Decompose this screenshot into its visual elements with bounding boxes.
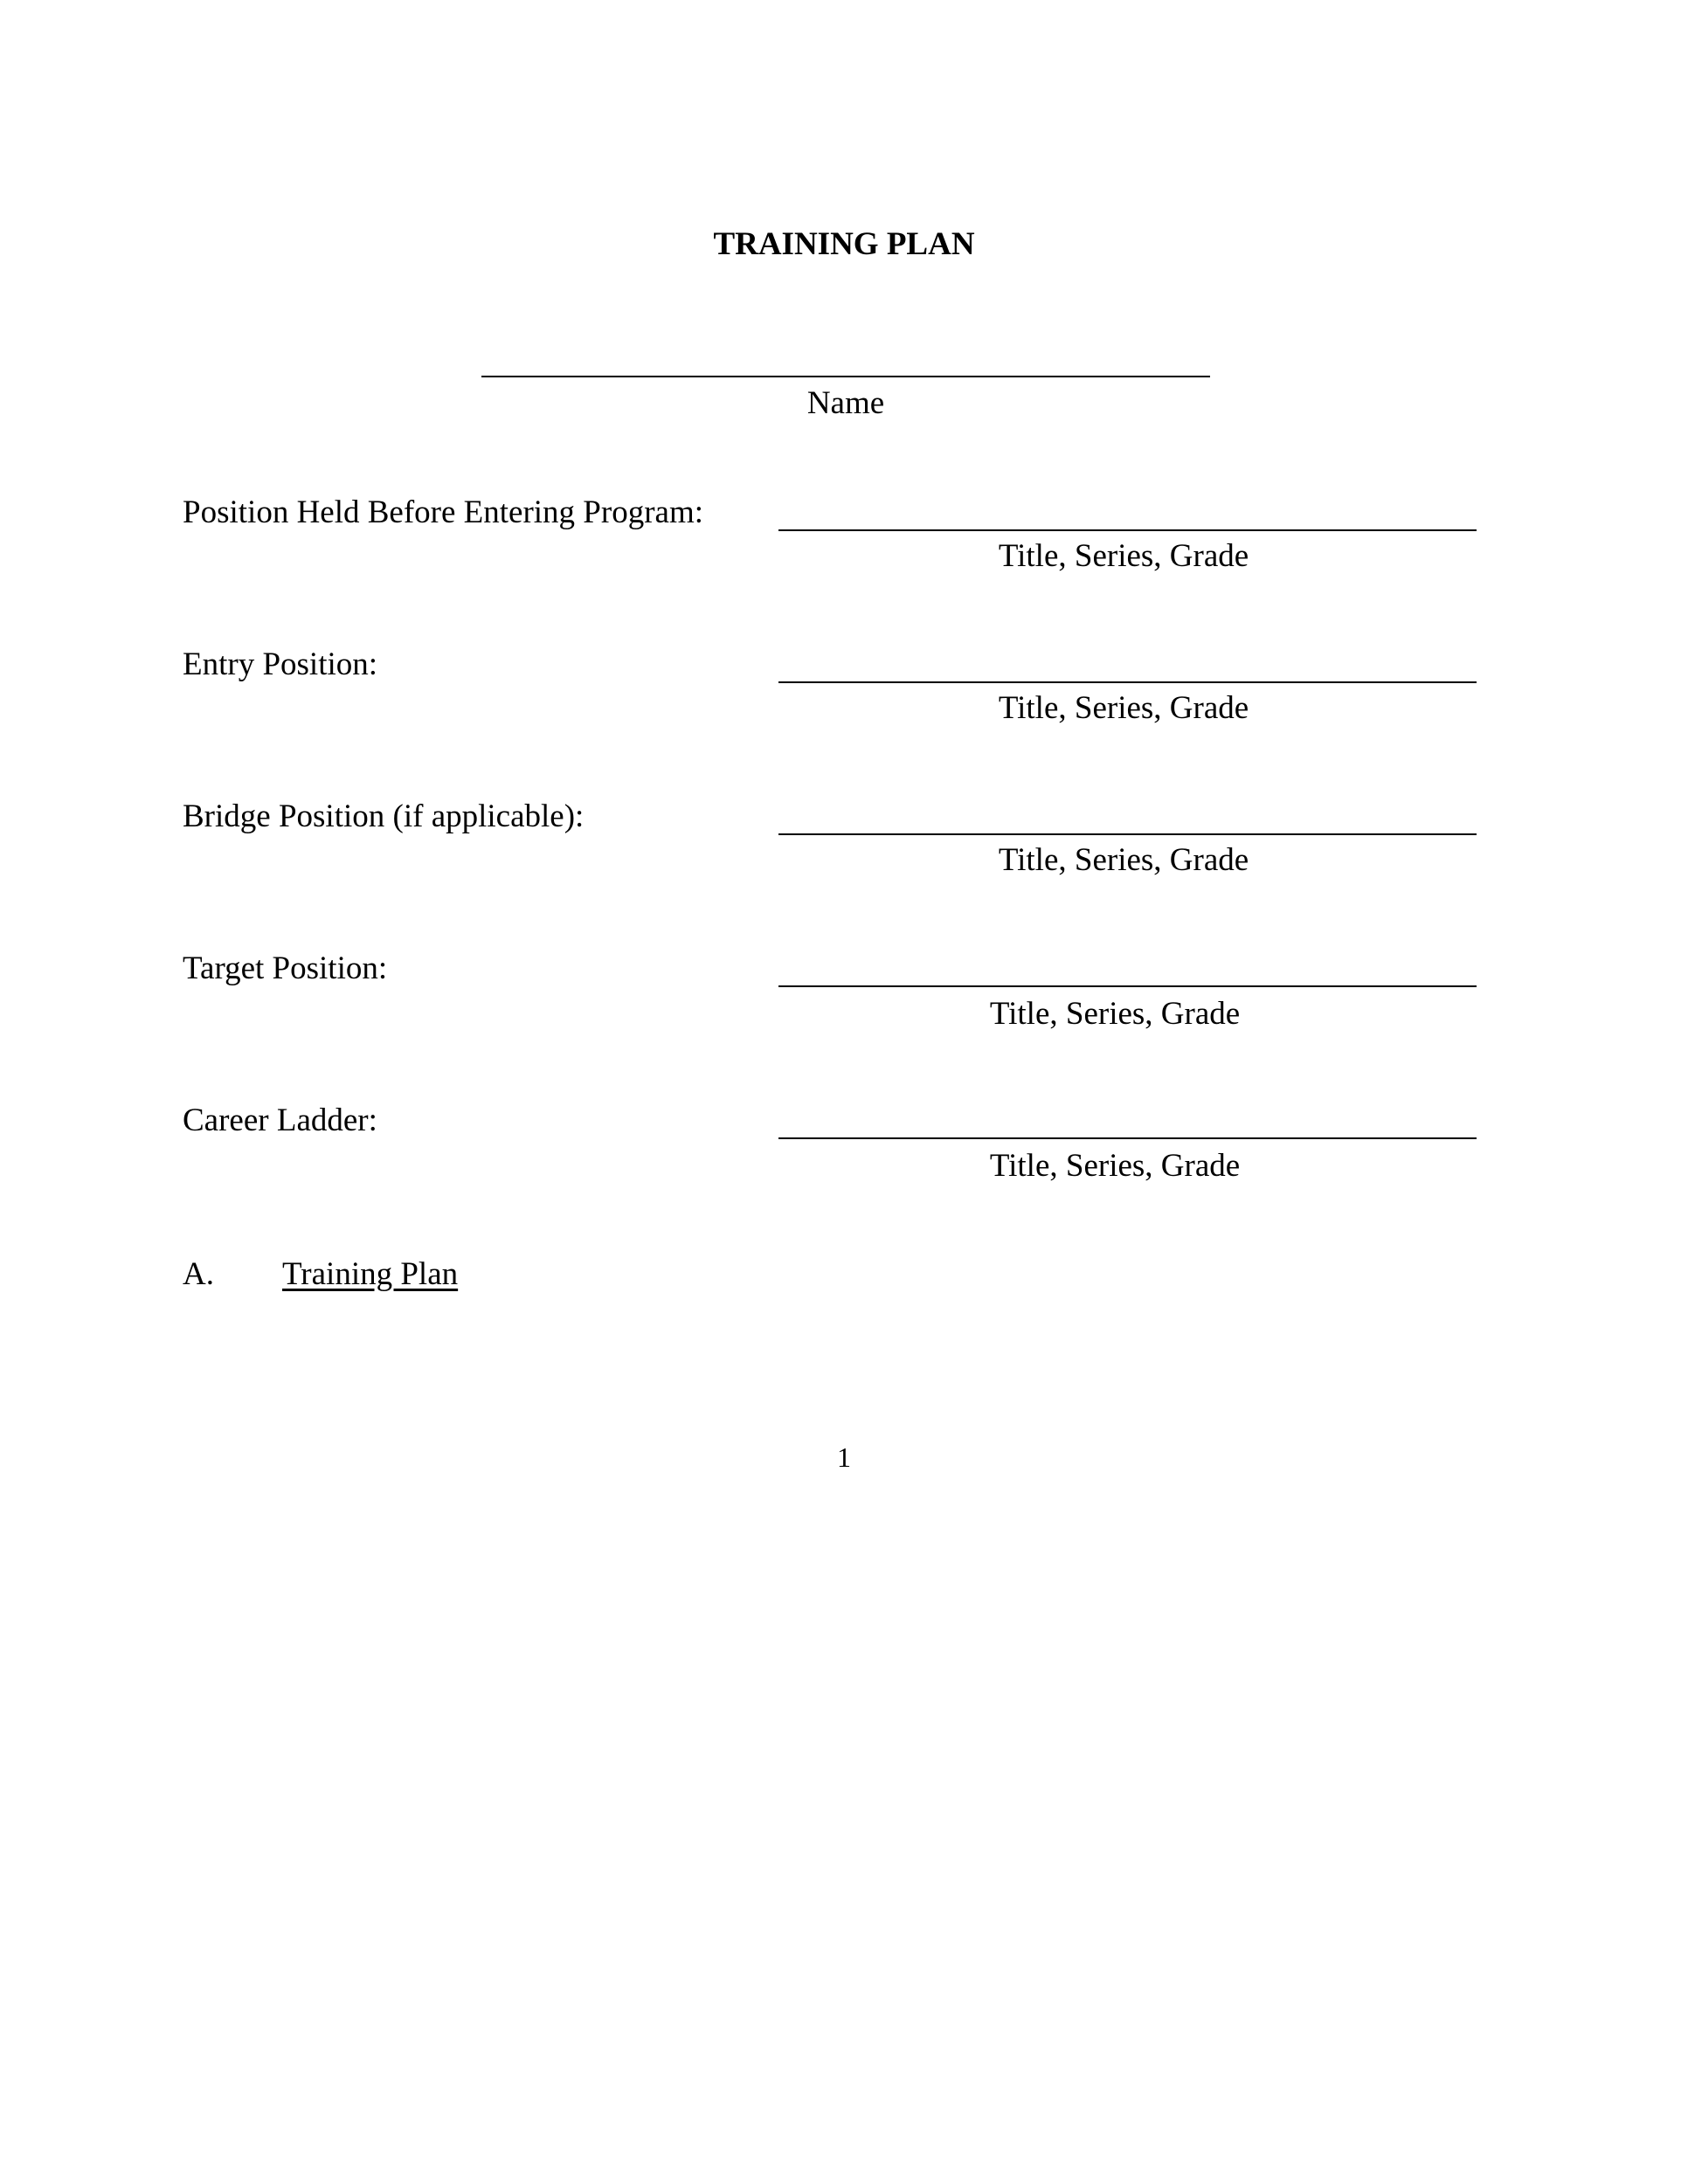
entry-position-caption: Title, Series, Grade: [998, 690, 1249, 726]
target-position-caption: Title, Series, Grade: [989, 996, 1241, 1032]
target-position-blank-line[interactable]: [778, 985, 1477, 987]
bridge-position-blank-line[interactable]: [778, 833, 1477, 835]
name-blank-line[interactable]: [481, 376, 1210, 377]
bridge-position-caption: Title, Series, Grade: [998, 842, 1249, 878]
entry-position-blank-line[interactable]: [778, 681, 1477, 683]
field-label-entry-position: Entry Position:: [183, 646, 378, 682]
field-label-bridge-position: Bridge Position (if applicable):: [183, 798, 585, 834]
field-label-career-ladder: Career Ladder:: [183, 1102, 377, 1138]
career-ladder-blank-line[interactable]: [778, 1137, 1477, 1139]
career-ladder-caption: Title, Series, Grade: [989, 1148, 1241, 1184]
name-caption: Name: [806, 385, 885, 421]
position-held-caption: Title, Series, Grade: [998, 538, 1249, 574]
position-held-blank-line[interactable]: [778, 529, 1477, 531]
document-title: TRAINING PLAN: [713, 226, 975, 262]
field-label-target-position: Target Position:: [183, 950, 388, 986]
section-heading: Training Plan: [282, 1256, 459, 1292]
page-number: 1: [837, 1441, 851, 1473]
section-letter: A.: [183, 1256, 214, 1292]
field-label-position-held: Position Held Before Entering Program:: [183, 494, 704, 530]
